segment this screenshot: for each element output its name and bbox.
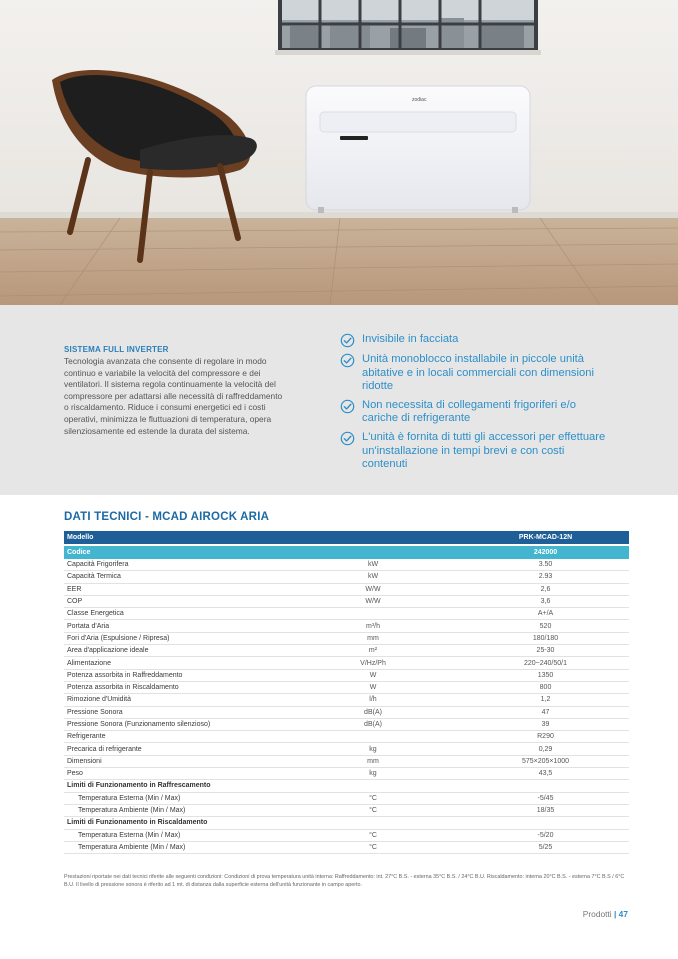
row-label: Potenza assorbita in Riscaldamento xyxy=(67,684,179,692)
table-row xyxy=(64,842,629,854)
row-unit: W xyxy=(369,684,377,692)
row-unit: kW xyxy=(367,573,379,581)
row-value: 43,5 xyxy=(538,770,553,778)
row-label: Portata d'Aria xyxy=(67,622,110,630)
row-label: Temperatura Ambiente (Min / Max) xyxy=(78,807,186,815)
intro-body: Tecnologia avanzata che consente di regolare in modo continuo e variabile la velocità del compressore e dei ventilatori. Il sistema regola continuamente la velocità del compressore per adattarsi alle necessità di raffreddamento o riscaldamento. Riduce i consumi energetici ed i costi operativi, minimizza le fluttuazioni di temperatura, opera silenziosamente ed estende la durata del sistema. xyxy=(64,356,283,436)
row-value: 1,2 xyxy=(540,696,551,704)
row-value: R290 xyxy=(537,733,554,741)
section-row-heating xyxy=(64,817,629,829)
table-row xyxy=(64,731,629,743)
row-value: 18/35 xyxy=(536,807,555,815)
table-row xyxy=(64,743,629,755)
row-unit: °C xyxy=(369,843,377,851)
row-value: 1350 xyxy=(537,671,554,679)
row-value: 0,29 xyxy=(538,745,553,753)
table-row xyxy=(64,657,629,669)
window xyxy=(275,0,541,55)
table-row xyxy=(64,719,629,731)
feature-item xyxy=(340,333,610,348)
row-label: Pressione Sonora xyxy=(67,708,123,716)
row-unit: °C xyxy=(369,807,377,815)
row-value: 180/180 xyxy=(532,634,559,642)
intro-heading: SISTEMA FULL INVERTER xyxy=(64,345,169,354)
page-separator: | xyxy=(614,909,617,919)
table-row xyxy=(64,793,629,805)
row-value: 3.50 xyxy=(538,561,553,569)
row-value: 2,6 xyxy=(540,585,551,593)
row-unit: kW xyxy=(367,561,379,569)
feature-item xyxy=(340,431,610,472)
row-unit: m³/h xyxy=(366,622,380,630)
table-row xyxy=(64,694,629,706)
table-row xyxy=(64,633,629,645)
row-value: 39 xyxy=(541,721,550,728)
row-unit: W xyxy=(369,671,377,679)
table-row xyxy=(64,620,629,632)
check-circle-icon xyxy=(340,399,355,414)
page-number: 47 xyxy=(618,909,628,919)
row-value: 2.93 xyxy=(538,573,553,581)
feature-text: Non necessita di collegamenti frigoriferi e/o cariche di refrigerante xyxy=(362,398,576,425)
table-row xyxy=(64,756,629,768)
row-unit: W/W xyxy=(365,585,381,593)
check-circle-icon xyxy=(340,431,355,446)
feature-text: Unità monoblocco installabile in piccole unità abitative e in locali commerciali con dimensioni ridotte xyxy=(362,353,594,393)
heating-rows xyxy=(64,830,629,855)
row-label: COP xyxy=(67,598,83,606)
page-footer xyxy=(583,909,628,919)
row-value: 47 xyxy=(541,708,550,716)
check-circle-icon xyxy=(340,333,355,348)
feature-text: Invisibile in facciata xyxy=(362,333,459,345)
row-label: Pressione Sonora (Funzionamento silenzioso) xyxy=(67,721,211,728)
row-unit: dB(A) xyxy=(364,708,382,716)
row-value: 575×205×1000 xyxy=(521,757,570,765)
feature-band xyxy=(0,305,678,495)
row-label: Classe Energetica xyxy=(67,610,124,618)
row-unit: °C xyxy=(369,831,377,839)
table-row xyxy=(64,830,629,842)
row-value: 25-30 xyxy=(536,647,555,655)
row-unit: l/h xyxy=(369,696,377,704)
row-label: EER xyxy=(67,585,82,593)
table-row xyxy=(64,571,629,583)
row-value: 520 xyxy=(539,622,552,630)
cooling-rows xyxy=(64,793,629,818)
check-circle-icon xyxy=(340,353,355,368)
page-section: Prodotti xyxy=(582,909,612,919)
row-unit: kg xyxy=(369,770,377,778)
row-label: Alimentazione xyxy=(67,659,111,667)
row-unit: °C xyxy=(369,794,377,802)
code-value: 242000 xyxy=(533,549,558,556)
row-unit: dB(A) xyxy=(364,721,382,728)
table-row xyxy=(64,645,629,657)
row-unit: V/Hz/Ph xyxy=(360,659,386,667)
row-value: -5/20 xyxy=(537,831,554,839)
row-label: Area d'applicazione ideale xyxy=(67,647,149,655)
hero-image xyxy=(0,0,678,305)
row-label: Potenza assorbita in Raffreddamento xyxy=(67,671,183,679)
section-label: Limiti di Funzionamento in Riscaldamento xyxy=(67,819,208,827)
row-unit: W/W xyxy=(365,598,381,606)
footnote: Prestazioni riportate nei dati tecnici riferite alle seguenti condizioni: Condizioni di prova temperatura unità interna: Raffreddamento: int. 27°C B.S. - esterna 35°C B.S. / 24°C B.U. Riscaldamento: interna 20°C B.S. - esterna 7°C B.S / 6°C B.U. Il livello di pressione sonora è riferito ad 1 mt. di distanza dalla superficie esterna dell'unità funzionante in campo aperto. xyxy=(64,874,625,888)
row-label: Temperatura Esterna (Min / Max) xyxy=(78,831,181,839)
row-value: 220~240/50/1 xyxy=(523,659,567,667)
row-value: -5/45 xyxy=(537,794,554,802)
table-header-row xyxy=(64,531,629,544)
row-label: Rimozione d'Umidità xyxy=(67,696,131,704)
air-conditioner-unit xyxy=(306,86,530,213)
table-row xyxy=(64,608,629,620)
row-label: Dimensioni xyxy=(67,757,102,765)
row-unit: m² xyxy=(368,647,378,655)
section-label: Limiti di Funzionamento in Raffrescamento xyxy=(67,782,211,790)
spec-table xyxy=(64,531,629,854)
model-value: PRK-MCAD-12N xyxy=(518,534,573,541)
row-value: 5/25 xyxy=(538,843,553,851)
row-label: Precarica di refrigerante xyxy=(67,745,142,753)
row-unit: kg xyxy=(369,745,377,753)
table-row xyxy=(64,596,629,608)
table-row xyxy=(64,707,629,719)
table-row xyxy=(64,559,629,571)
feature-item xyxy=(340,353,610,394)
row-label: Peso xyxy=(67,770,83,778)
row-label: Capacità Termica xyxy=(67,573,121,581)
table-row xyxy=(64,670,629,682)
model-label: Modello xyxy=(67,534,94,541)
table-row xyxy=(64,805,629,817)
code-label: Codice xyxy=(67,549,91,556)
row-label: Temperatura Esterna (Min / Max) xyxy=(78,794,181,802)
row-unit: mm xyxy=(367,634,379,642)
row-label: Refrigerante xyxy=(67,733,106,741)
row-value: 800 xyxy=(539,684,552,692)
row-value: 3,6 xyxy=(540,598,551,606)
unit-brand-logo: zodiac xyxy=(412,97,427,103)
table-title: DATI TECNICI - MCAD AIROCK ARIA xyxy=(64,511,270,523)
feature-text: L'unità è fornita di tutti gli accessori per effettuare un'installazione in tempi brevi e con costi contenuti xyxy=(362,430,606,471)
table-row xyxy=(64,682,629,694)
row-unit: mm xyxy=(367,757,379,765)
feature-list xyxy=(340,333,610,477)
intro-block xyxy=(64,345,284,437)
row-label: Capacità Frigorifera xyxy=(67,561,129,569)
code-row xyxy=(64,546,629,559)
spec-rows xyxy=(64,559,629,780)
feature-item xyxy=(340,399,610,426)
row-label: Fori d'Aria (Espulsione / Ripresa) xyxy=(67,634,170,642)
row-value: A+/A xyxy=(537,610,554,618)
section-row-cooling xyxy=(64,780,629,792)
table-row xyxy=(64,584,629,596)
table-row xyxy=(64,768,629,780)
row-label: Temperatura Ambiente (Min / Max) xyxy=(78,843,186,851)
